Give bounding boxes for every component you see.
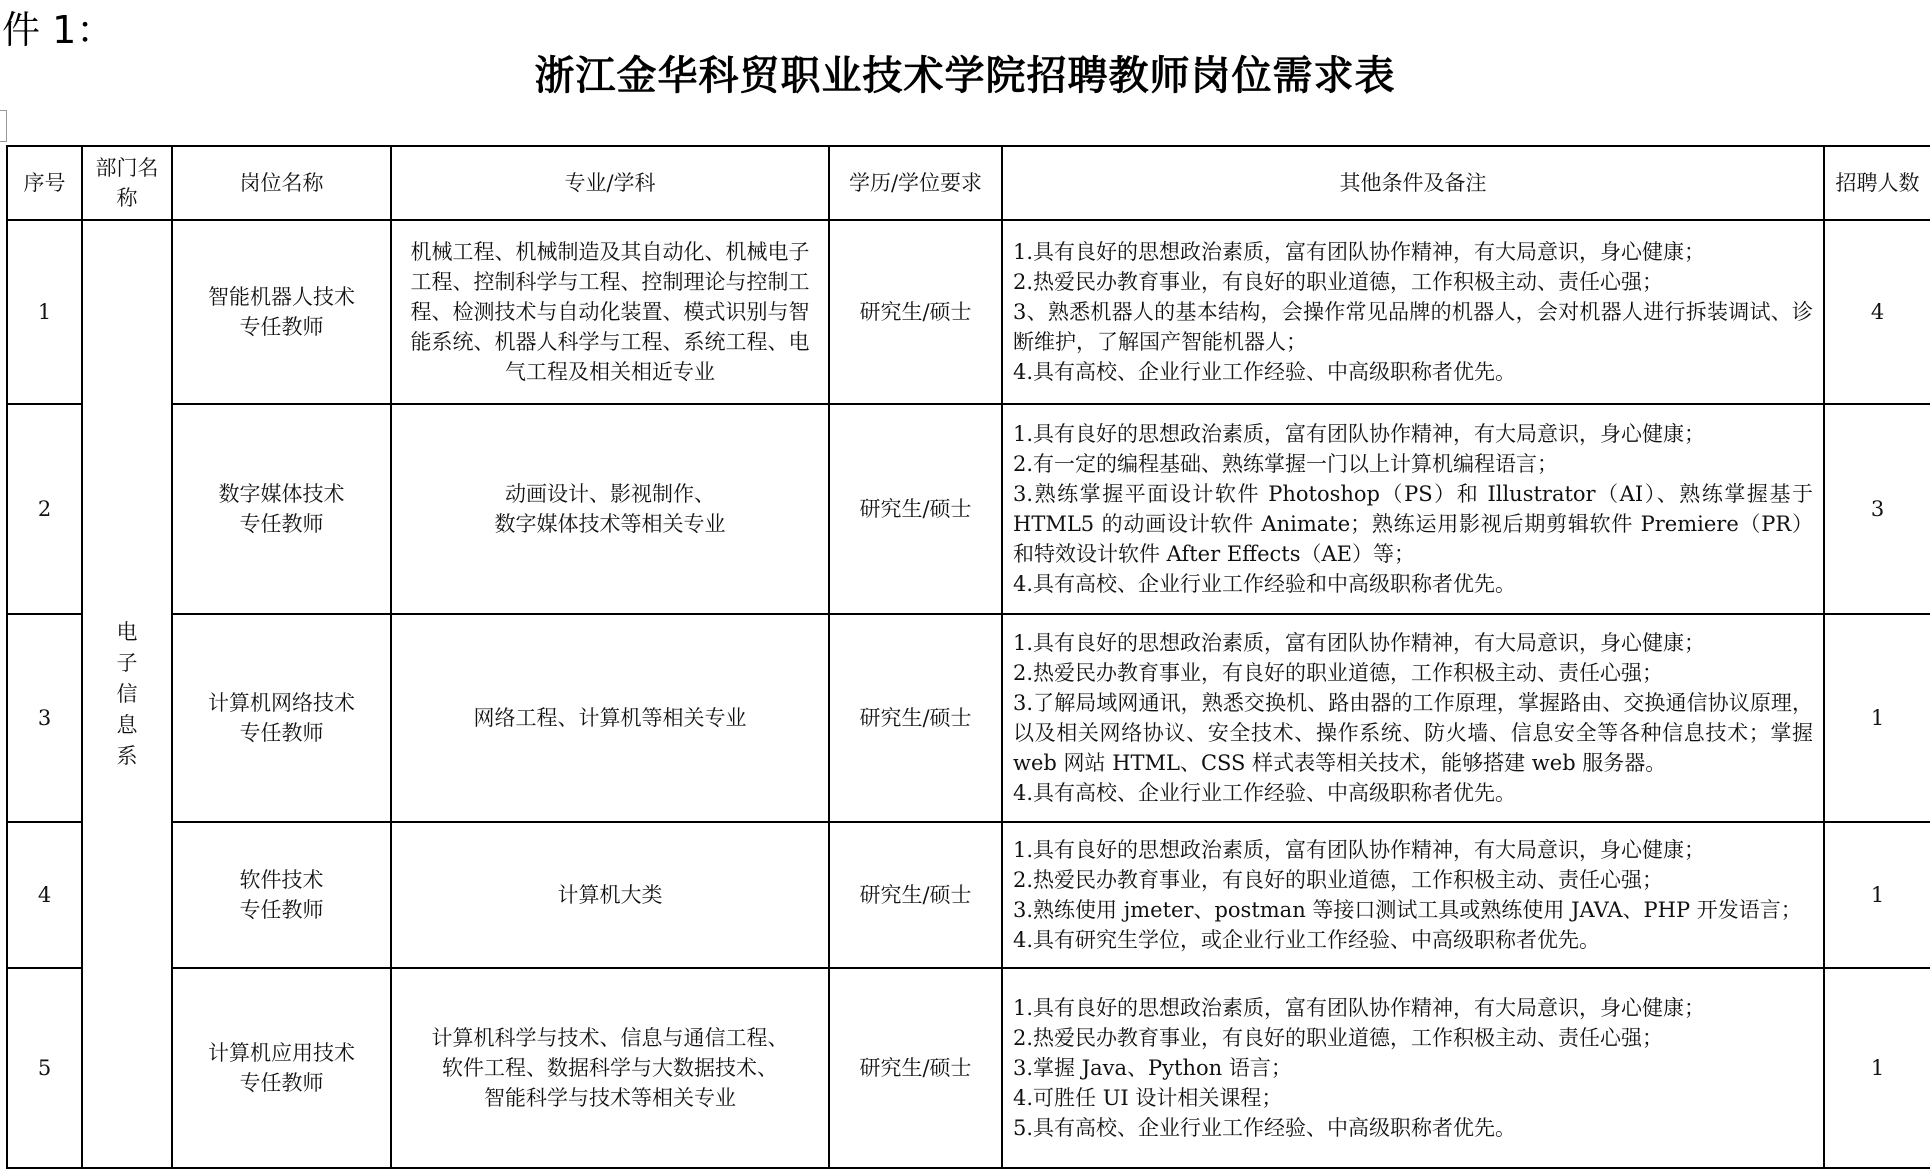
cell-degree: 研究生/硕士 (829, 968, 1002, 1168)
cell-notes (1002, 220, 1824, 404)
position-line: 专任教师 (239, 315, 324, 339)
table-row (7, 220, 1930, 404)
major-line: 网络工程、计算机等相关专业 (473, 706, 747, 730)
table-row (7, 822, 1930, 968)
note-line: 3.熟练掌握平面设计软件 Photoshop（PS）和 Illustrator（AI）、熟练掌握基于 HTML5 的动画设计软件 Animate；熟练运用影视后期剪辑软件 Premiere（PR）和特效设计软件 After Effects（AE）等； (1013, 482, 1813, 566)
cell-notes (1002, 822, 1824, 968)
note-line: 3.了解局域网通讯，熟悉交换机、路由器的工作原理，掌握路由、交换通信协议原理，以及相关网络协议、安全技术、操作系统、防火墙、信息安全等各种信息技术；掌握 web 网站 HTML、CSS 样式表等相关技术，能够搭建 web 服务器。 (1013, 691, 1813, 775)
position-line: 专任教师 (239, 512, 324, 536)
cell-position (172, 968, 391, 1168)
cell-count: 1 (1824, 614, 1930, 822)
cell-seq: 3 (7, 614, 82, 822)
header-notes: 其他条件及备注 (1002, 146, 1824, 220)
cell-major (391, 614, 829, 822)
note-line: 4.可胜任 UI 设计相关课程； (1013, 1086, 1283, 1110)
major-line: 计算机大类 (557, 883, 663, 907)
note-line: 2.热爱民办教育事业，有良好的职业道德，工作积极主动、责任心强； (1013, 868, 1664, 892)
recruitment-table (6, 145, 1930, 1169)
note-line: 1.具有良好的思想政治素质，富有团队协作精神，有大局意识，身心健康； (1013, 631, 1706, 655)
position-line: 软件技术 (239, 868, 324, 892)
major-line: 智能科学与技术等相关专业 (484, 1086, 736, 1110)
position-line: 计算机网络技术 (208, 691, 355, 715)
note-line: 1.具有良好的思想政治素质，富有团队协作精神，有大局意识，身心健康； (1013, 240, 1706, 264)
position-line: 数字媒体技术 (218, 482, 345, 506)
attachment-label: 件 1： (2, 8, 115, 52)
major-line: 动画设计、影视制作、 (505, 482, 715, 506)
header-seq: 序号 (7, 146, 82, 220)
cell-major (391, 822, 829, 968)
position-line: 智能机器人技术 (208, 285, 355, 309)
note-line: 4.具有研究生学位，或企业行业工作经验、中高级职称者优先。 (1013, 928, 1601, 952)
header-major: 专业/学科 (391, 146, 829, 220)
header-position: 岗位名称 (172, 146, 391, 220)
header-count: 招聘人数 (1824, 146, 1930, 220)
cell-count: 1 (1824, 968, 1930, 1168)
note-line: 4.具有高校、企业行业工作经验、中高级职称者优先。 (1013, 360, 1517, 384)
note-line: 4.具有高校、企业行业工作经验和中高级职称者优先。 (1013, 572, 1517, 596)
cell-major (391, 404, 829, 614)
cell-seq: 5 (7, 968, 82, 1168)
position-line: 专任教师 (239, 898, 324, 922)
cell-degree: 研究生/硕士 (829, 404, 1002, 614)
document-title: 浙江金华科贸职业技术学院招聘教师岗位需求表 (534, 53, 1396, 99)
position-line: 计算机应用技术 (208, 1041, 355, 1065)
note-line: 2.热爱民办教育事业，有良好的职业道德，工作积极主动、责任心强； (1013, 661, 1664, 685)
header-dept: 部门名称 (82, 146, 172, 220)
cell-degree: 研究生/硕士 (829, 220, 1002, 404)
cell-degree: 研究生/硕士 (829, 614, 1002, 822)
table-row (7, 968, 1930, 1168)
note-line: 2.热爱民办教育事业，有良好的职业道德，工作积极主动、责任心强； (1013, 270, 1664, 294)
department-label: 电子信息系 (116, 619, 138, 768)
cell-seq: 2 (7, 404, 82, 614)
cell-seq: 1 (7, 220, 82, 404)
note-line: 3.熟练使用 jmeter、postman 等接口测试工具或熟练使用 JAVA、PHP 开发语言； (1013, 898, 1802, 922)
major-line: 数字媒体技术等相关专业 (494, 512, 726, 536)
note-line: 5.具有高校、企业行业工作经验、中高级职称者优先。 (1013, 1116, 1517, 1140)
cell-count: 3 (1824, 404, 1930, 614)
cell-major (391, 968, 829, 1168)
cell-notes (1002, 968, 1824, 1168)
note-line: 1.具有良好的思想政治素质，富有团队协作精神，有大局意识，身心健康； (1013, 996, 1706, 1020)
header-degree: 学历/学位要求 (829, 146, 1002, 220)
cell-notes (1002, 404, 1824, 614)
cell-position (172, 614, 391, 822)
margin-mark (0, 110, 7, 142)
cell-position (172, 220, 391, 404)
position-line: 专任教师 (239, 1071, 324, 1095)
table-row (7, 404, 1930, 614)
major-line: 软件工程、数据科学与大数据技术、 (442, 1056, 778, 1080)
cell-degree: 研究生/硕士 (829, 822, 1002, 968)
table-header-row (7, 146, 1930, 220)
cell-position (172, 404, 391, 614)
note-line: 4.具有高校、企业行业工作经验、中高级职称者优先。 (1013, 781, 1517, 805)
note-line: 1.具有良好的思想政治素质，富有团队协作精神，有大局意识，身心健康； (1013, 838, 1706, 862)
cell-notes (1002, 614, 1824, 822)
cell-major: 机械工程、机械制造及其自动化、机械电子工程、控制科学与工程、控制理论与控制工程、检测技术与自动化装置、模式识别与智能系统、机器人科学与工程、系统工程、电气工程及相关相近专业 (391, 220, 829, 404)
cell-seq: 4 (7, 822, 82, 968)
note-line: 2.有一定的编程基础、熟练掌握一门以上计算机编程语言； (1013, 452, 1559, 476)
note-line: 1.具有良好的思想政治素质，富有团队协作精神，有大局意识，身心健康； (1013, 422, 1706, 446)
cell-count: 4 (1824, 220, 1930, 404)
major-line: 计算机科学与技术、信息与通信工程、 (431, 1026, 789, 1050)
cell-department (82, 220, 172, 1168)
position-line: 专任教师 (239, 721, 324, 745)
note-line: 2.热爱民办教育事业，有良好的职业道德，工作积极主动、责任心强； (1013, 1026, 1664, 1050)
note-line: 3、熟悉机器人的基本结构，会操作常见品牌的机器人，会对机器人进行拆装调试、诊断维护，了解国产智能机器人； (1013, 300, 1813, 354)
cell-count: 1 (1824, 822, 1930, 968)
table-row (7, 614, 1930, 822)
cell-position (172, 822, 391, 968)
note-line: 3.掌握 Java、Python 语言； (1013, 1056, 1292, 1080)
